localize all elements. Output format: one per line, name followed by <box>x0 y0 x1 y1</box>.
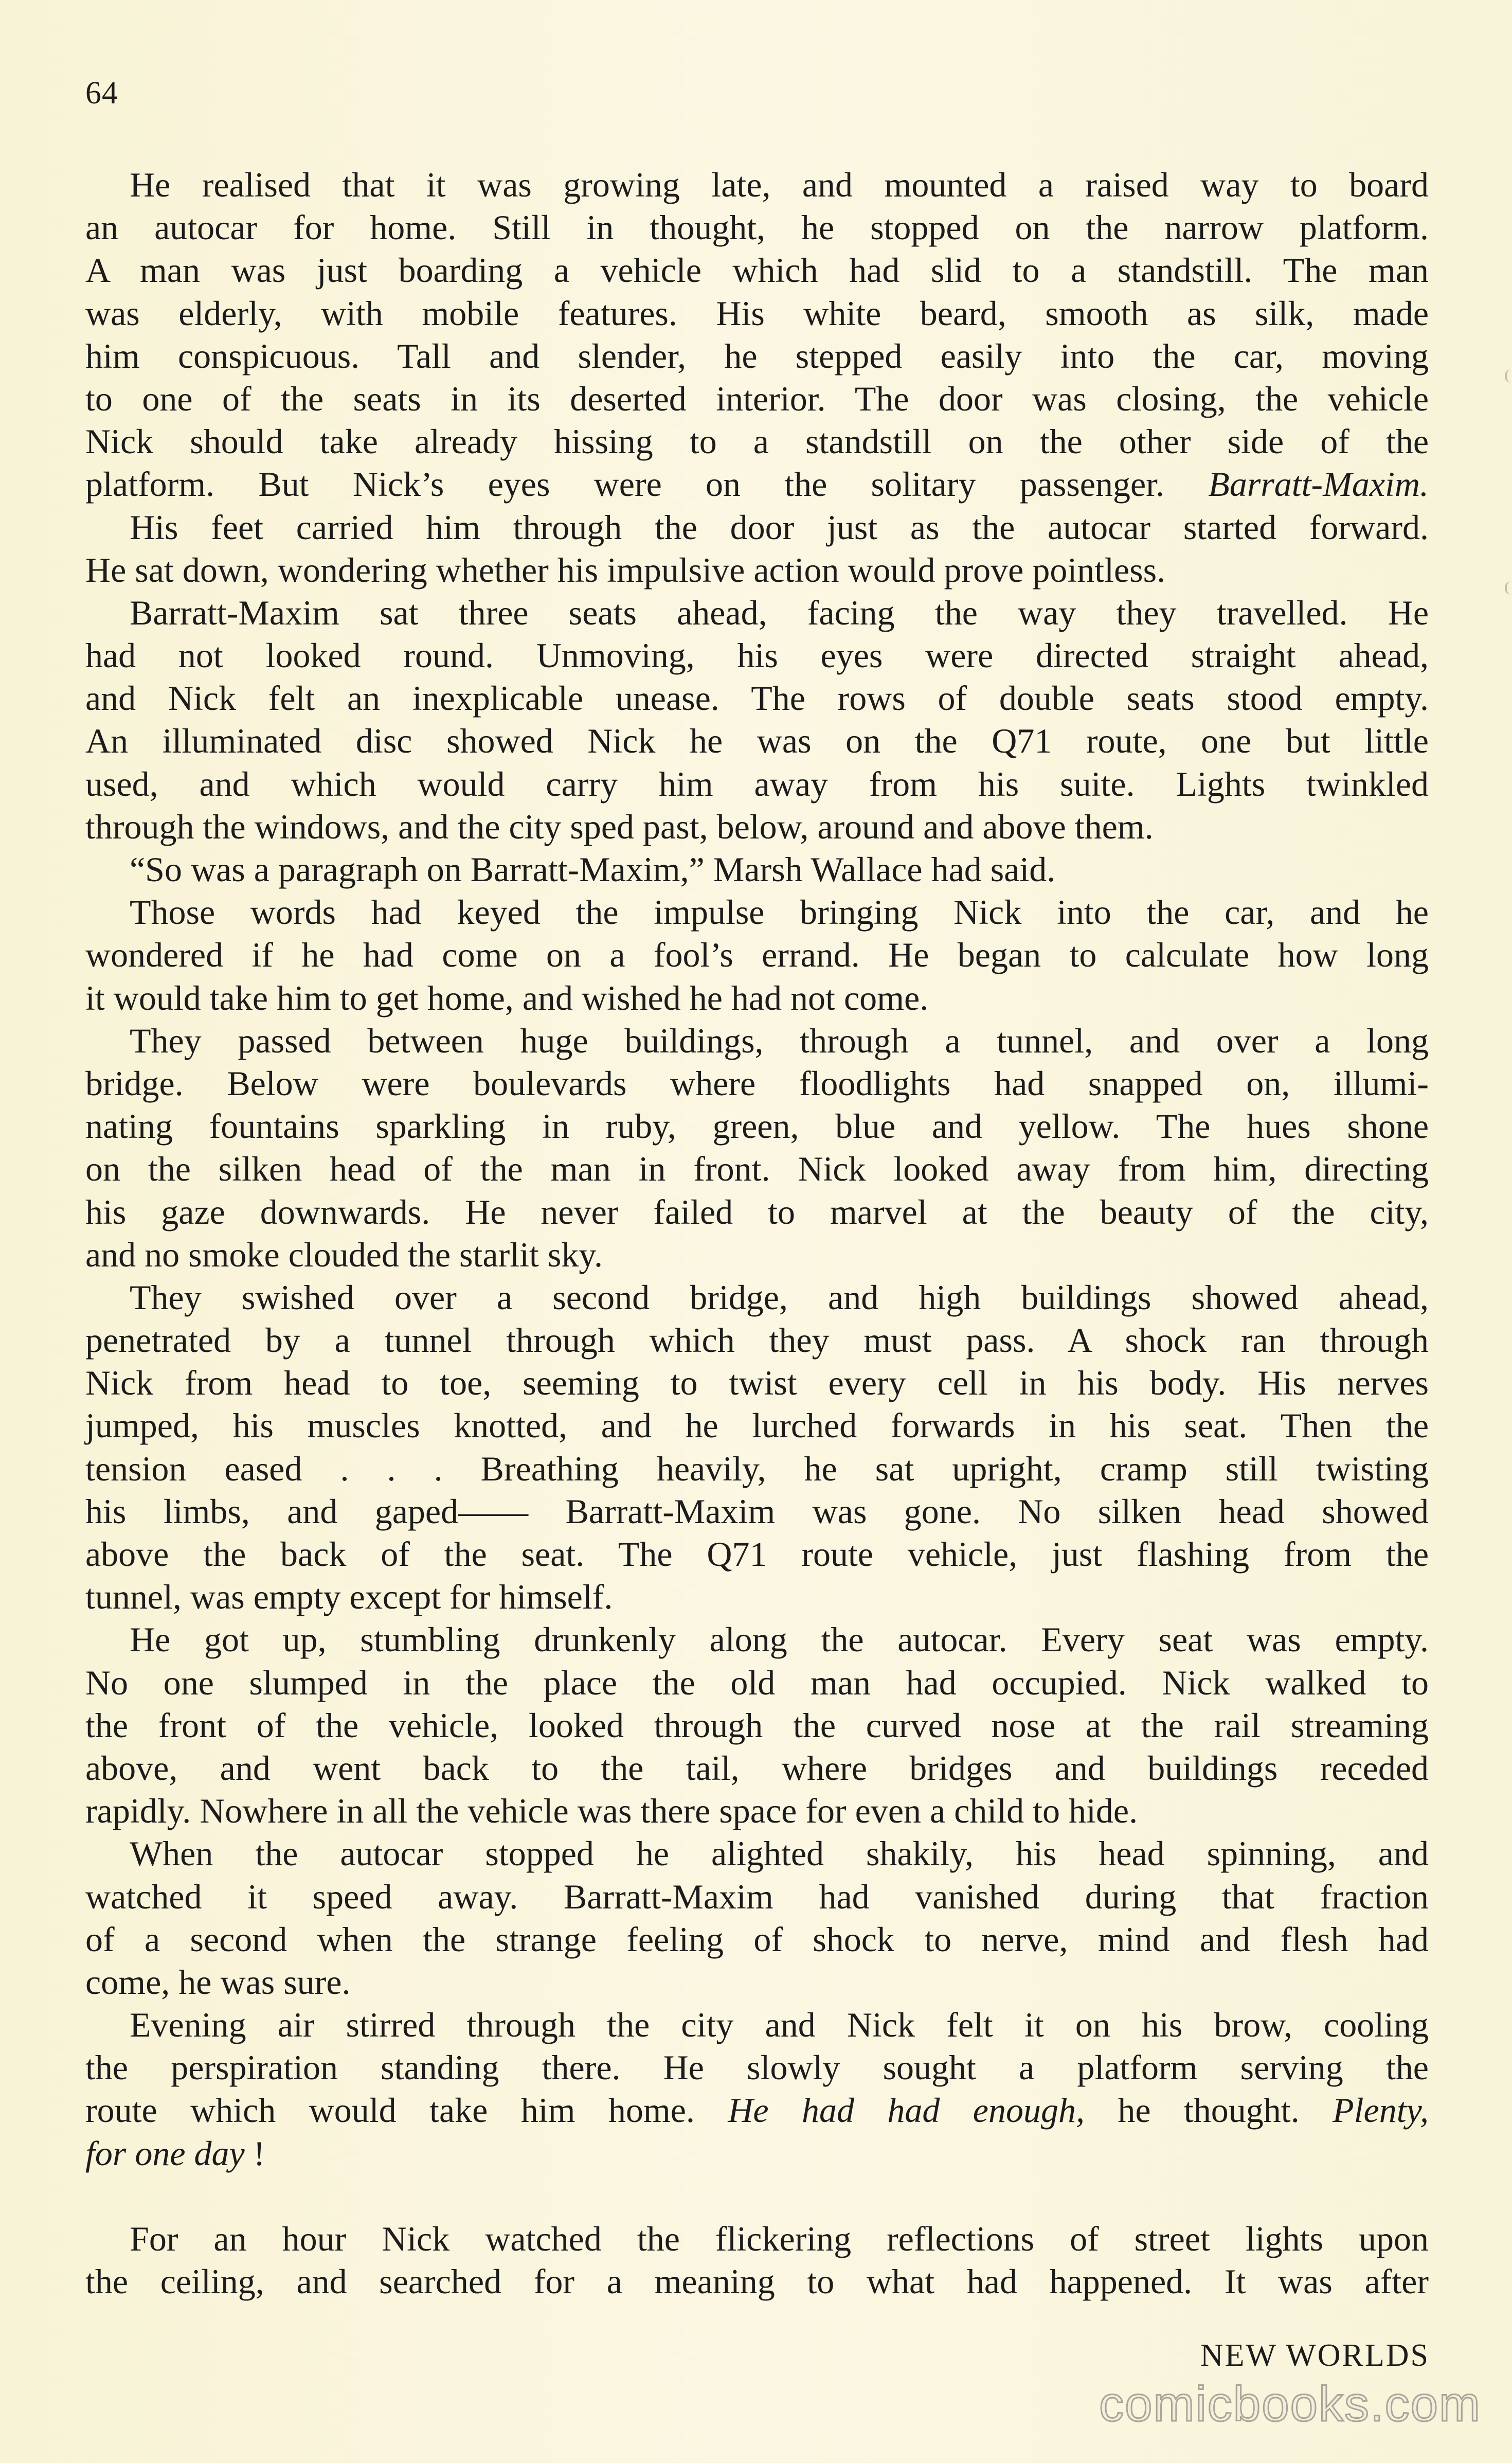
italic-text: He had had enough, <box>728 2091 1085 2130</box>
text-line <box>85 977 1429 1020</box>
text-line <box>85 292 1429 335</box>
text-line <box>85 378 1429 420</box>
text-line <box>85 1918 1429 1961</box>
line-text: They passed between huge buildings, through a tunnel, and over a long <box>130 1021 1429 1060</box>
text-line <box>85 549 1429 592</box>
text-line <box>85 1148 1429 1190</box>
text-line <box>85 720 1429 762</box>
text-line <box>85 1876 1429 1918</box>
text-line <box>85 1020 1429 1062</box>
line-text: tension eased . . . Breathing heavily, he sat upright, cramp still twisting <box>85 1449 1429 1488</box>
text-line <box>85 2132 1429 2175</box>
line-text: used, and which would carry him away from his suite. Lights twinkled <box>85 764 1429 804</box>
line-text: his limbs, and gaped—— Barratt-Maxim was gone. No silken head showed <box>85 1491 1429 1531</box>
text-line <box>85 634 1429 677</box>
line-text: Nick from head to toe, seeming to twist every cell in his body. His nerves <box>85 1363 1429 1403</box>
line-text: to one of the seats in its deserted interior. The door was closing, the vehicle <box>85 379 1429 418</box>
line-text: he thought. <box>1118 2091 1300 2130</box>
line-text: nating fountains sparkling in ruby, green, blue and yellow. The hues shone <box>85 1106 1429 1146</box>
line-text: tunnel, was empty except for himself. <box>85 1577 613 1617</box>
text-line <box>85 891 1429 934</box>
text-line <box>85 2004 1429 2046</box>
line-text: the perspiration standing there. He slowly sought a platform serving the <box>85 2048 1429 2087</box>
text-line <box>85 848 1429 891</box>
italic-text: Plenty, <box>1333 2091 1429 2130</box>
text-line <box>85 1105 1429 1148</box>
line-text: come, he was sure. <box>85 1962 351 2002</box>
italic-text: Barratt-Maxim. <box>1208 465 1429 504</box>
line-text: his gaze downwards. He never failed to marvel at the beauty of the city, <box>85 1192 1429 1232</box>
text-line <box>85 2046 1429 2089</box>
text-line <box>85 2218 1429 2260</box>
text-line <box>85 506 1429 549</box>
line-text: He realised that it was growing late, and mounted a raised way to board <box>130 165 1429 204</box>
text-line <box>85 1319 1429 1362</box>
story-text <box>85 164 1429 2303</box>
line-text: the front of the vehicle, looked through the curved nose at the rail streaming <box>85 1705 1429 1745</box>
line-text: ! <box>253 2133 265 2173</box>
text-line <box>85 1662 1429 1704</box>
line-text: Those words had keyed the impulse bringing Nick into the car, and he <box>130 893 1429 932</box>
text-line <box>85 1832 1429 1875</box>
line-text: For an hour Nick watched the flickering reflections of street lights upon <box>130 2219 1429 2258</box>
text-line <box>85 763 1429 806</box>
text-line <box>85 1191 1429 1234</box>
line-text: the ceiling, and searched for a meaning to what had happened. It was after <box>85 2262 1429 2301</box>
text-line <box>85 1533 1429 1576</box>
text-line <box>85 206 1429 249</box>
text-line <box>85 1618 1429 1661</box>
line-text: route which would take him home. <box>85 2091 695 2130</box>
line-text: wondered if he had come on a fool’s errand. He began to calculate how long <box>85 935 1429 975</box>
text-line <box>85 934 1429 976</box>
magazine-title-footer: NEW WORLDS <box>1200 2338 1430 2373</box>
line-text: “So was a paragraph on Barratt-Maxim,” Marsh Wallace had said. <box>130 850 1056 889</box>
line-text: and no smoke clouded the starlit sky. <box>85 1235 603 1274</box>
text-line <box>85 806 1429 848</box>
text-line <box>85 420 1429 463</box>
line-text: Evening air stirred through the city and Nick felt it on his brow, cooling <box>130 2005 1429 2045</box>
line-text: penetrated by a tunnel through which they must pass. A shock ran through <box>85 1320 1429 1360</box>
line-text: above the back of the seat. The Q71 route vehicle, just flashing from the <box>85 1534 1429 1574</box>
line-text: him conspicuous. Tall and slender, he stepped easily into the car, moving <box>85 336 1429 376</box>
line-text: on the silken head of the man in front. Nick looked away from him, directing <box>85 1149 1429 1189</box>
text-line <box>85 249 1429 292</box>
line-text: watched it speed away. Barratt-Maxim had vanished during that fraction <box>85 1877 1429 1916</box>
line-text: His feet carried him through the door just as the autocar started forward. <box>130 507 1429 547</box>
text-line <box>85 1961 1429 2004</box>
text-line <box>85 1747 1429 1790</box>
line-text: No one slumped in the place the old man had occupied. Nick walked to <box>85 1663 1429 1702</box>
line-text: jumped, his muscles knotted, and he lurched forwards in his seat. Then the <box>85 1406 1429 1445</box>
text-line <box>85 164 1429 206</box>
text-line <box>85 1404 1429 1447</box>
line-text: above, and went back to the tail, where bridges and buildings receded <box>85 1748 1429 1788</box>
text-line <box>85 2089 1429 2132</box>
text-line <box>85 1276 1429 1319</box>
line-text: When the autocar stopped he alighted shakily, his head spinning, and <box>130 1834 1429 1873</box>
line-text: platform. But Nick’s eyes were on the solitary passenger. <box>85 465 1165 504</box>
line-text: He sat down, wondering whether his impulsive action would prove pointless. <box>85 550 1166 590</box>
text-line <box>85 1704 1429 1747</box>
line-text: He got up, stumbling drunkenly along the autocar. Every seat was empty. <box>130 1620 1429 1659</box>
text-line <box>85 1362 1429 1404</box>
text-line <box>85 677 1429 720</box>
text-line <box>85 1234 1429 1276</box>
page-number: 64 <box>85 76 118 111</box>
line-text: of a second when the strange feeling of shock to nerve, mind and flesh had <box>85 1919 1429 1959</box>
text-line <box>85 2260 1429 2303</box>
page-edge-mark <box>1505 581 1512 595</box>
line-text: rapidly. Nowhere in all the vehicle was there space for even a child to hide. <box>85 1791 1138 1831</box>
text-line <box>85 1790 1429 1832</box>
line-text: They swished over a second bridge, and high buildings showed ahead, <box>130 1277 1429 1317</box>
line-text: and Nick felt an inexplicable unease. The rows of double seats stood empty. <box>85 679 1429 718</box>
line-text: A man was just boarding a vehicle which had slid to a standstill. The man <box>85 251 1429 290</box>
line-text: had not looked round. Unmoving, his eyes were directed straight ahead, <box>85 636 1429 675</box>
text-line <box>85 1490 1429 1533</box>
text-line <box>85 463 1429 506</box>
line-text: was elderly, with mobile features. His white beard, smooth as silk, made <box>85 293 1429 333</box>
page-edge-mark <box>1505 369 1512 383</box>
text-line <box>85 592 1429 634</box>
watermark-text: comicbooks.com <box>1099 2377 1481 2432</box>
line-text: it would take him to get home, and wished he had not come. <box>85 978 929 1018</box>
line-text: Barratt-Maxim sat three seats ahead, facing the way they travelled. He <box>130 593 1429 632</box>
text-line <box>85 1448 1429 1490</box>
italic-text: for one day <box>85 2133 245 2173</box>
text-line <box>85 335 1429 378</box>
text-line <box>85 1576 1429 1618</box>
line-text: an autocar for home. Still in thought, he stopped on the narrow platform. <box>85 208 1429 247</box>
line-text: An illuminated disc showed Nick he was on the Q71 route, one but little <box>85 721 1429 761</box>
line-text: Nick should take already hissing to a standstill on the other side of the <box>85 422 1429 461</box>
text-line <box>85 1062 1429 1105</box>
line-text: bridge. Below were boulevards where floodlights had snapped on, illumi- <box>85 1063 1429 1103</box>
line-text: through the windows, and the city sped past, below, around and above them. <box>85 807 1154 846</box>
